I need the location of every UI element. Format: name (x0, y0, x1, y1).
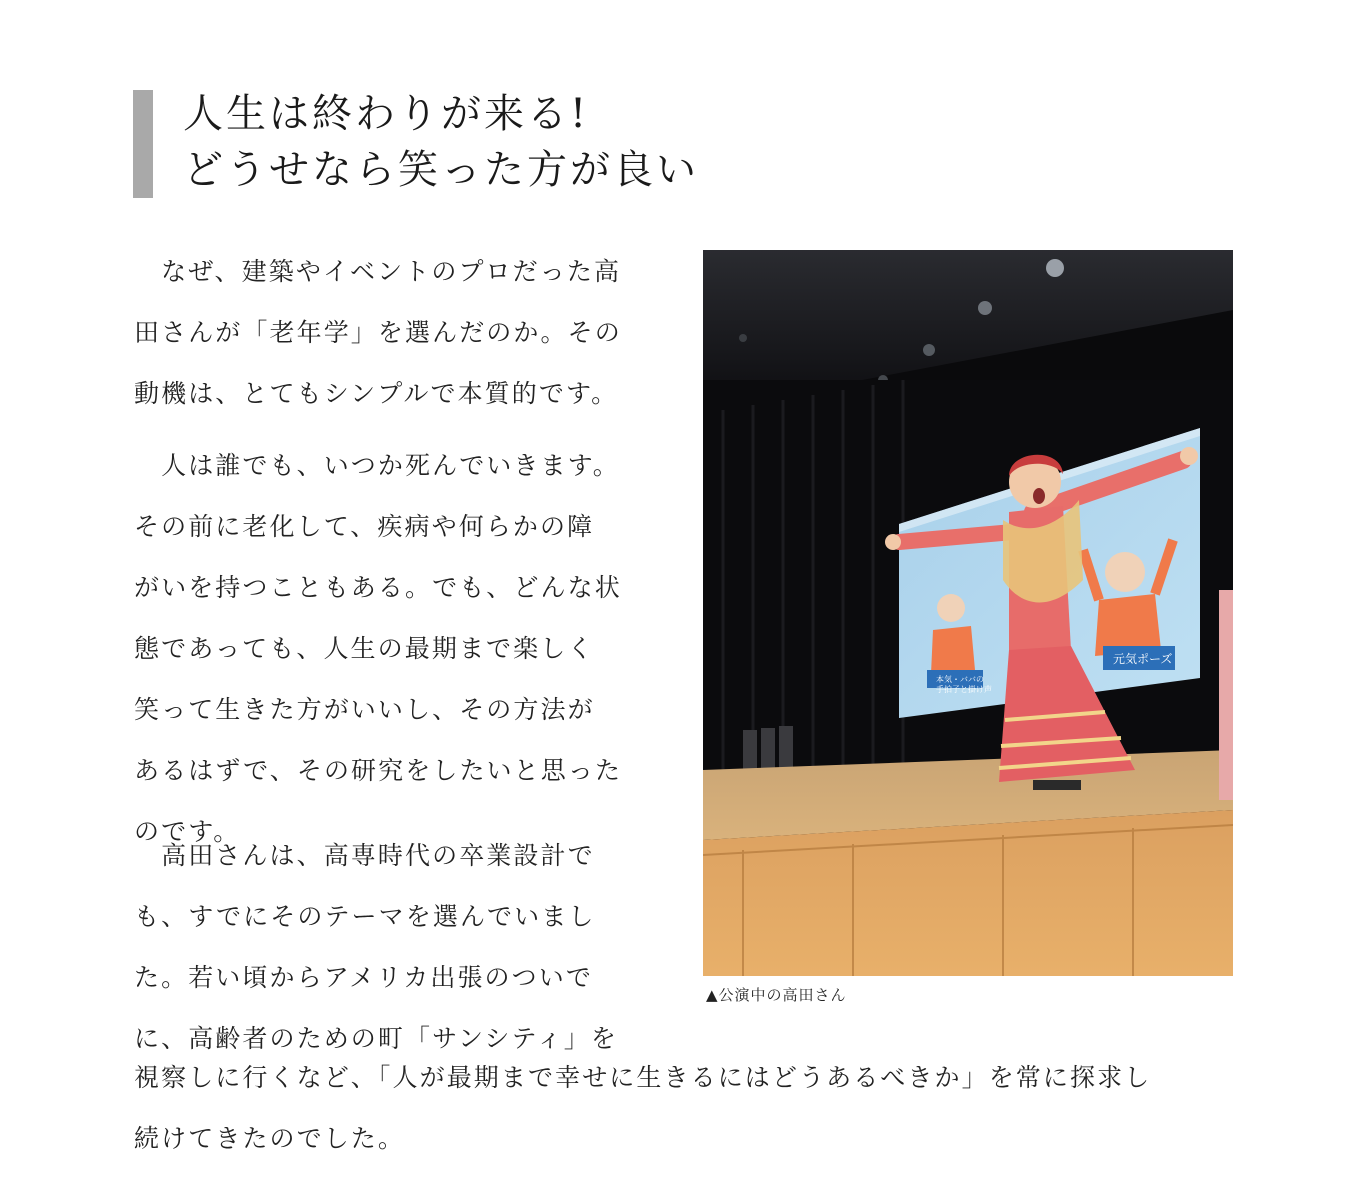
text-line: のです。 (134, 817, 241, 846)
text-line: た。若い頃からアメリカ出張のついで (134, 963, 593, 992)
text-line: 人は誰でも、いつか死んでいきます。 (134, 451, 620, 480)
text-line: に、高齢者のための町「サンシティ」を (134, 1024, 618, 1053)
text-line: 田さんが「老年学」を選んだのか。その (134, 318, 622, 347)
paragraph-1 (134, 241, 664, 424)
text-line: 笑って生きた方がいいし、その方法が (134, 695, 595, 724)
spotlight-icon (978, 301, 992, 315)
photo-caption: ▲公演中の高田さん (706, 986, 847, 1004)
stage-illustration (703, 250, 1233, 976)
text-line-wide: 続けてきたのでした。 (134, 1124, 406, 1153)
text-line: がいを持つこともある。でも、どんな状 (134, 573, 622, 602)
text-line: あるはずで、その研究をしたいと思った (134, 756, 623, 785)
text-line: 動機は、とてもシンプルで本質的です。 (134, 379, 619, 408)
text-line: 態であっても、人生の最期まで楽しく (134, 634, 595, 663)
paragraph-2 (134, 435, 664, 862)
chairs (743, 726, 793, 770)
screen-label-left-2: 手拍子と掛け声 (936, 685, 992, 694)
side-panel (1219, 590, 1233, 800)
text-line: も、すでにそのテーマを選んでいまし (134, 902, 596, 931)
text-line: なぜ、建築やイベントのプロだった高 (134, 257, 622, 286)
heading-line-1: 人生は終わりが来る! (183, 91, 590, 137)
text-line: その前に老化して、疾病や何らかの障 (134, 512, 595, 541)
screen-label-left: 本気・ババの (936, 675, 984, 684)
spotlight-icon (1046, 259, 1064, 277)
spotlight-icon (739, 334, 747, 342)
heading-accent-bar (133, 90, 153, 198)
text-line-wide: 視察しに行くなど、「人が最期まで幸せに生きるにはどうあるべきか」を常に探求し (134, 1063, 1152, 1092)
section-heading (133, 88, 833, 200)
text-line: 高田さんは、高専時代の卒業設計で (134, 841, 595, 870)
paragraph-3 (134, 825, 664, 1069)
spotlight-icon (923, 344, 935, 356)
performance-photo (703, 250, 1233, 976)
heading-line-2: どうせなら笑った方が良い (183, 147, 699, 193)
screen-label-right: 元気ポーズ (1113, 652, 1173, 666)
